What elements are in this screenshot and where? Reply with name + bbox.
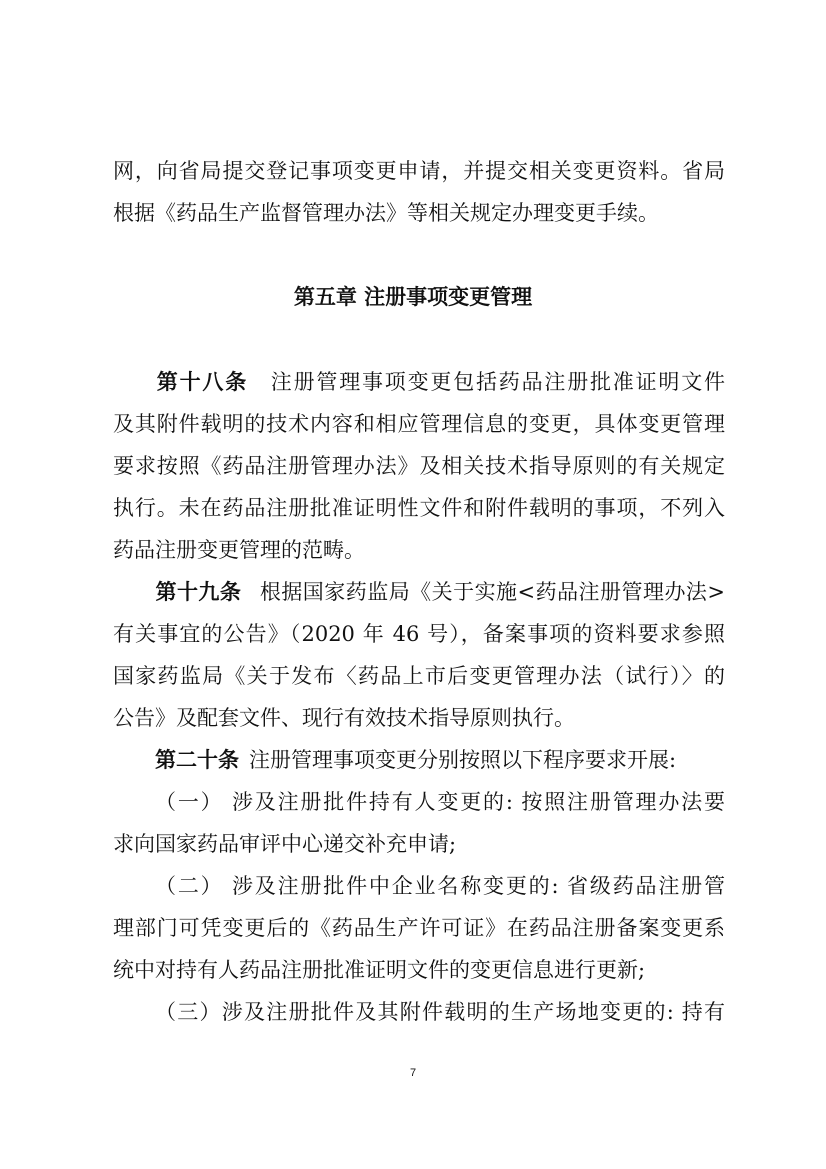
paragraph-line: 根据《药品生产监督管理办法》等相关规定办理变更手续。 bbox=[113, 201, 659, 225]
paragraph-line: 网，向省局提交登记事项变更申请，并提交相关变更资料。省局 bbox=[113, 159, 725, 183]
article-19-first-line bbox=[113, 571, 725, 613]
article-20-first-line bbox=[113, 739, 725, 781]
list-item-line: 统中对持有人药品注册批准证明文件的变更信息进行更新; bbox=[113, 958, 646, 982]
article-20-title: 第二十条 bbox=[155, 748, 239, 772]
chapter-heading: 第五章 注册事项变更管理 bbox=[293, 285, 533, 309]
paragraph-line: 公告》及配套文件、现行有效技术指导原则执行。 bbox=[113, 706, 575, 730]
list-item-line: 求向国家药品审评中心递交补充申请; bbox=[113, 832, 457, 856]
list-item-line: （二） 涉及注册批件中企业名称变更的: 省级药品注册管 bbox=[155, 874, 725, 898]
article-18-text: 注册管理事项变更包括药品注册批准证明文件 bbox=[269, 370, 725, 394]
paragraph-line: 要求按照《药品注册管理办法》及相关技术指导原则的有关规定 bbox=[113, 454, 725, 478]
paragraph-line: 执行。未在药品注册批准证明性文件和附件载明的事项，不列入 bbox=[113, 496, 725, 520]
article-20-text: 注册管理事项变更分别按照以下程序要求开展: bbox=[249, 748, 677, 772]
article-19-text: 根据国家药监局《关于实施<药品注册管理办法> bbox=[259, 580, 725, 604]
list-item-line: （一） 涉及注册批件持有人变更的: 按照注册管理办法要 bbox=[155, 790, 725, 814]
list-item-line: 理部门可凭变更后的《药品生产许可证》在药品注册备案变更系 bbox=[113, 916, 725, 940]
article-18-title: 第十八条 bbox=[155, 370, 248, 394]
article-18-first-line bbox=[113, 361, 725, 403]
paragraph-line: 药品注册变更管理的范畴。 bbox=[113, 538, 365, 562]
paragraph-line: 国家药监局《关于发布〈药品上市后变更管理办法（试行）〉的 bbox=[113, 664, 725, 688]
article-19-title: 第十九条 bbox=[155, 580, 242, 604]
paragraph-line: 及其附件载明的技术内容和相应管理信息的变更，具体变更管理 bbox=[113, 412, 725, 436]
list-item-line: （三）涉及注册批件及其附件载明的生产场地变更的: 持有 bbox=[155, 1000, 725, 1024]
paragraph-line: 有关事宜的公告》（2020 年 46 号），备案事项的资料要求参照 bbox=[113, 622, 725, 646]
page-number: 7 bbox=[409, 1067, 417, 1079]
